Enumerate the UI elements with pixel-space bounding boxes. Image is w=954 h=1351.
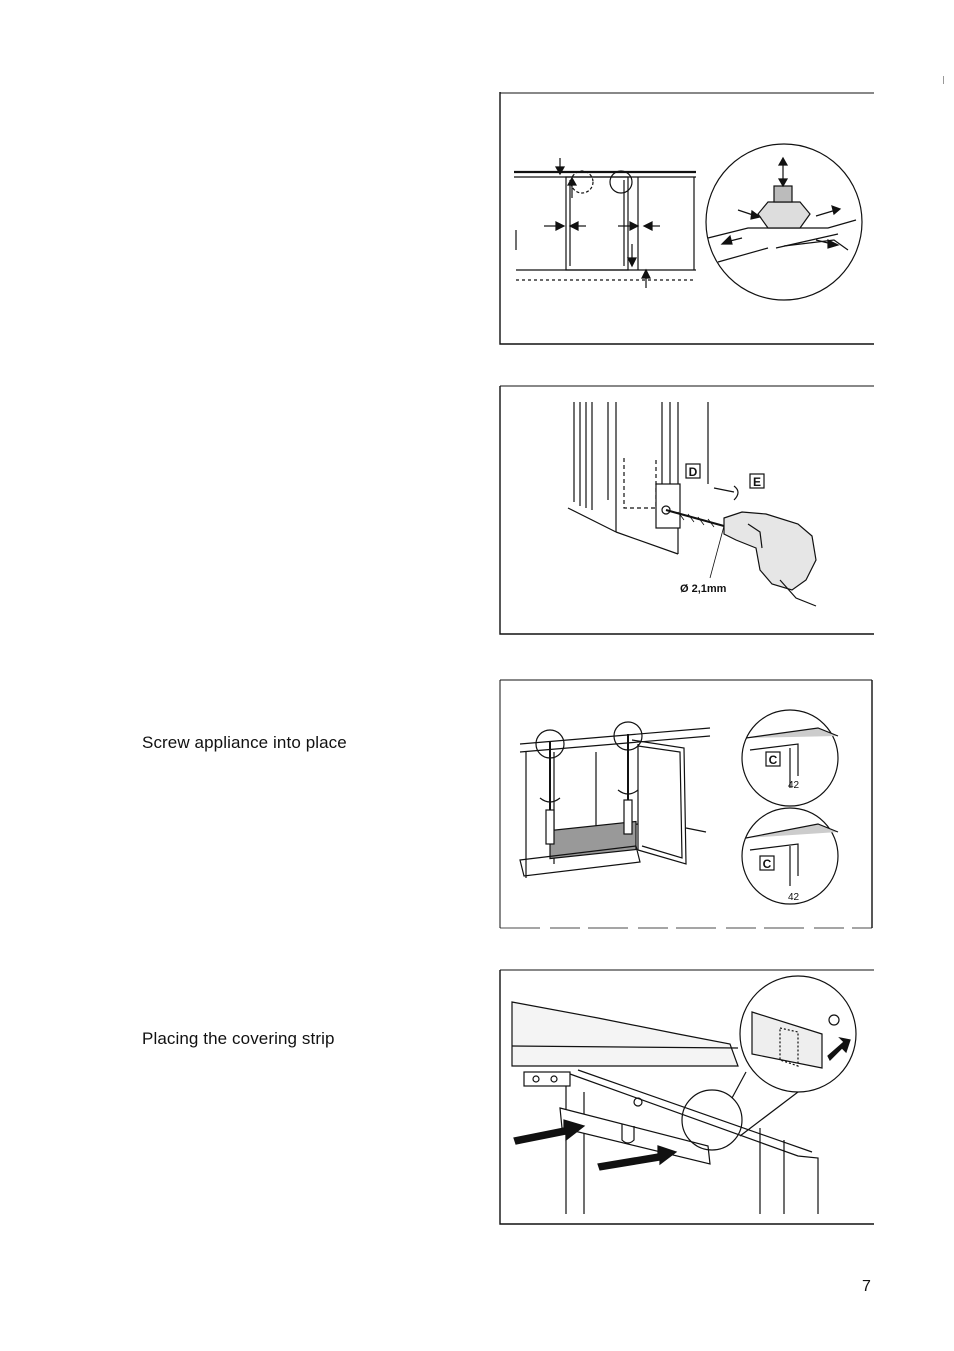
label-e: E: [752, 475, 762, 489]
covering-strip-illustration: [498, 968, 874, 1226]
margin-mark: [943, 76, 944, 84]
caption-covering-strip: Placing the covering strip: [142, 1029, 335, 1048]
screw-illustration: [498, 678, 874, 930]
drill-size-label: Ø 2,1mm: [680, 583, 727, 595]
figure-alignment: [498, 90, 874, 346]
page-number: 7: [862, 1278, 871, 1295]
alignment-illustration: [498, 90, 874, 346]
label-c-top: C: [768, 753, 778, 767]
dimension-bottom: 42: [788, 892, 800, 903]
figure-screw-appliance: [498, 678, 874, 930]
figure-drilling: [498, 384, 874, 636]
figure-covering-strip: [498, 968, 874, 1226]
label-d: D: [688, 465, 698, 479]
label-c-bottom: C: [762, 857, 772, 871]
caption-screw-appliance: Screw appliance into place: [142, 733, 347, 752]
drilling-illustration: [498, 384, 874, 636]
dimension-top: 42: [788, 780, 800, 791]
